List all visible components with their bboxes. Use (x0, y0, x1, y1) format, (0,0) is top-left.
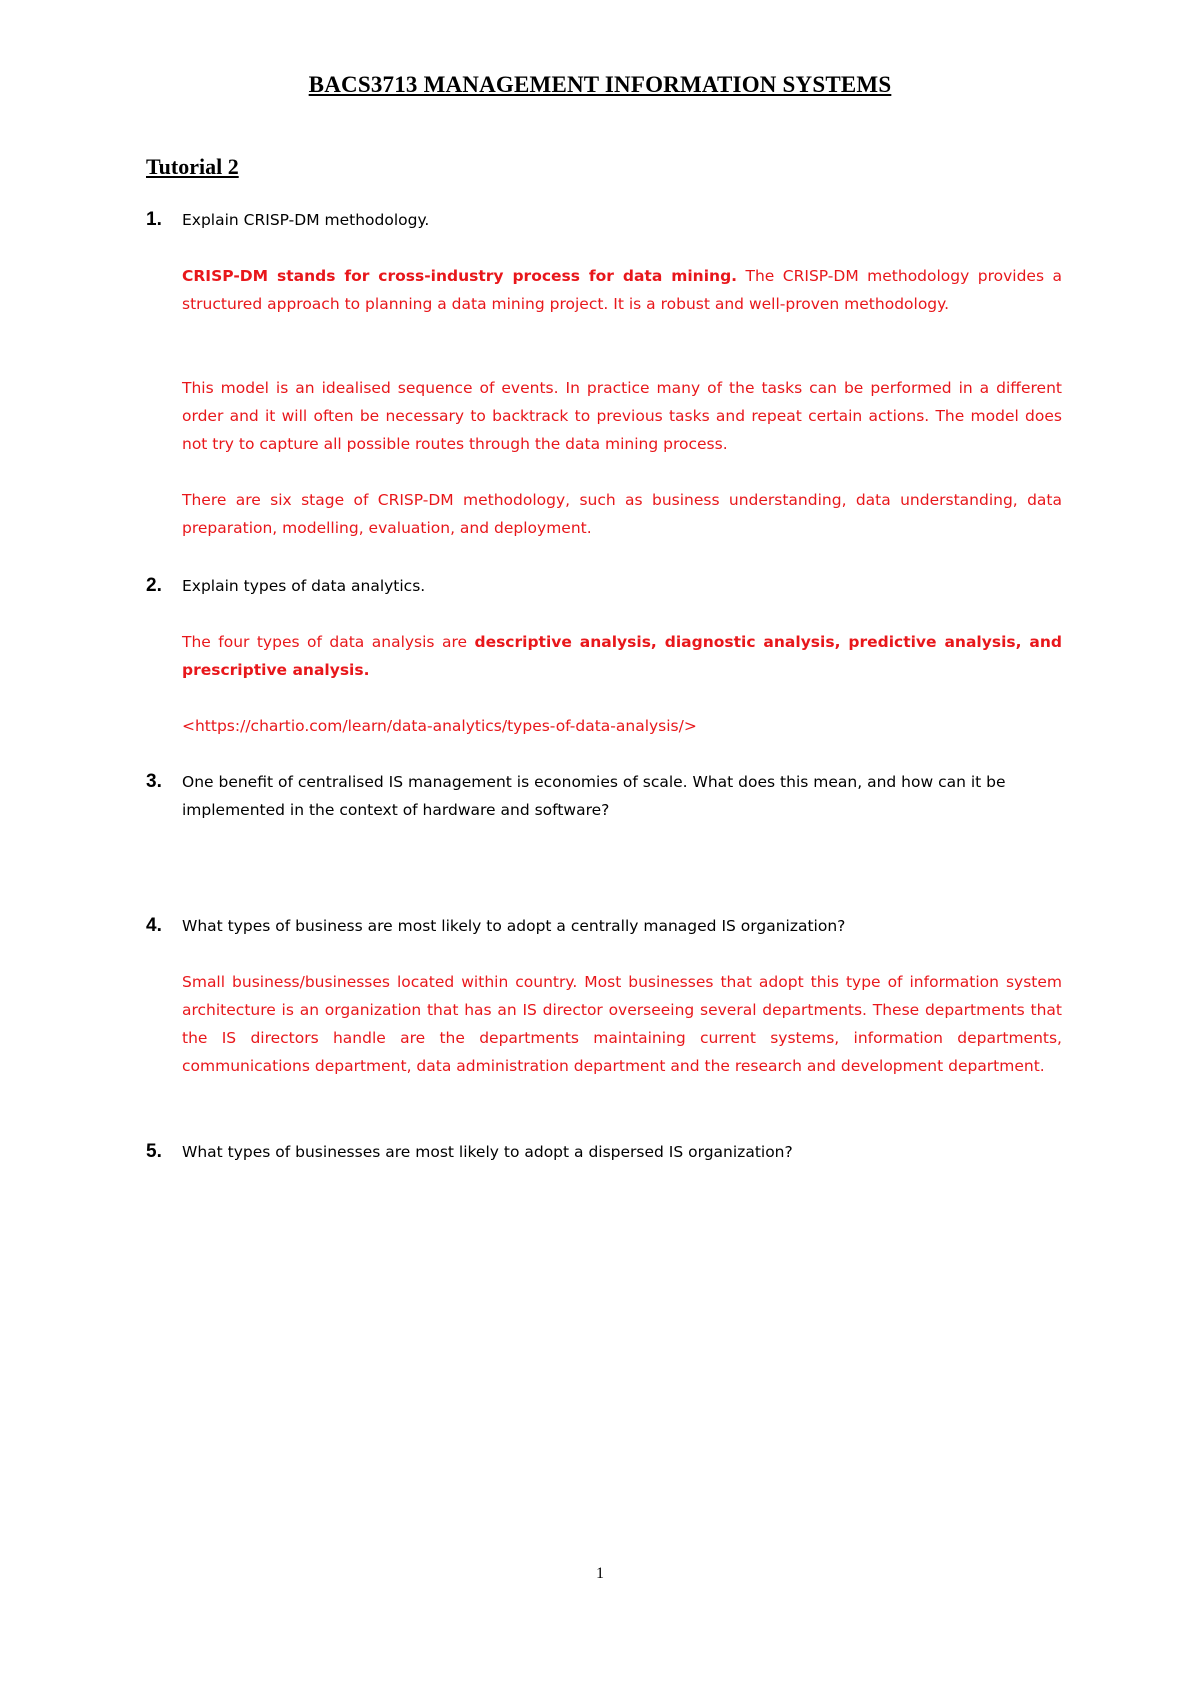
question-number: 3. (146, 771, 162, 792)
question-number: 1. (146, 209, 162, 230)
question-text: One benefit of centralised IS management is economies of scale. What does this mean, and how can it be implemented in the context of hardware and software? (182, 773, 1006, 819)
answer-2-reference-link[interactable]: <https://chartio.com/learn/data-analytics/types-of-data-analysis/> (182, 717, 697, 735)
tutorial-heading: Tutorial 2 (146, 154, 239, 179)
answer-1-paragraph-3: There are six stage of CRISP-DM methodology, such as business understanding, data understanding, data preparation, modelling, evaluation, and deployment. (182, 491, 1062, 537)
answer-text: The four types of data analysis are (182, 633, 475, 651)
document-title: BACS3713 MANAGEMENT INFORMATION SYSTEMS (308, 72, 892, 97)
answer-4-paragraph-1: Small business/businesses located within country. Most businesses that adopt this type of information system architecture is an organization that has an IS director overseeing several departments. These departments that the IS directors handle are the departments maintaining current systems, information departments, communications department, data administration department and the research and development department. (182, 973, 1062, 1075)
question-text: Explain types of data analytics. (182, 577, 426, 595)
answer-bold-text: descriptive analysis, diagnostic analysis, predictive analysis, and prescriptive analysis. (182, 633, 1062, 679)
question-number: 2. (146, 575, 162, 596)
question-number: 4. (146, 915, 162, 936)
question-text: Explain CRISP-DM methodology. (182, 211, 430, 229)
answer-1-paragraph-1 (182, 262, 1062, 318)
question-number: 5. (146, 1141, 162, 1162)
question-text: What types of businesses are most likely to adopt a dispersed IS organization? (182, 1143, 793, 1161)
answer-1-paragraph-2: This model is an idealised sequence of events. In practice many of the tasks can be performed in a different order and it will often be necessary to backtrack to previous tasks and repeat certain actions. The model does not try to capture all possible routes through the data mining process. (182, 379, 1062, 453)
answer-text: The CRISP-DM methodology provides a structured approach to planning a data mining project. It is a robust and well-proven methodology. (182, 267, 1062, 313)
question-text: What types of business are most likely to adopt a centrally managed IS organization? (182, 917, 846, 935)
answer-bold-lead: CRISP-DM stands for cross-industry process for data mining. (182, 267, 738, 285)
page-number: 1 (596, 1565, 604, 1582)
answer-2-paragraph-1 (182, 628, 1062, 684)
